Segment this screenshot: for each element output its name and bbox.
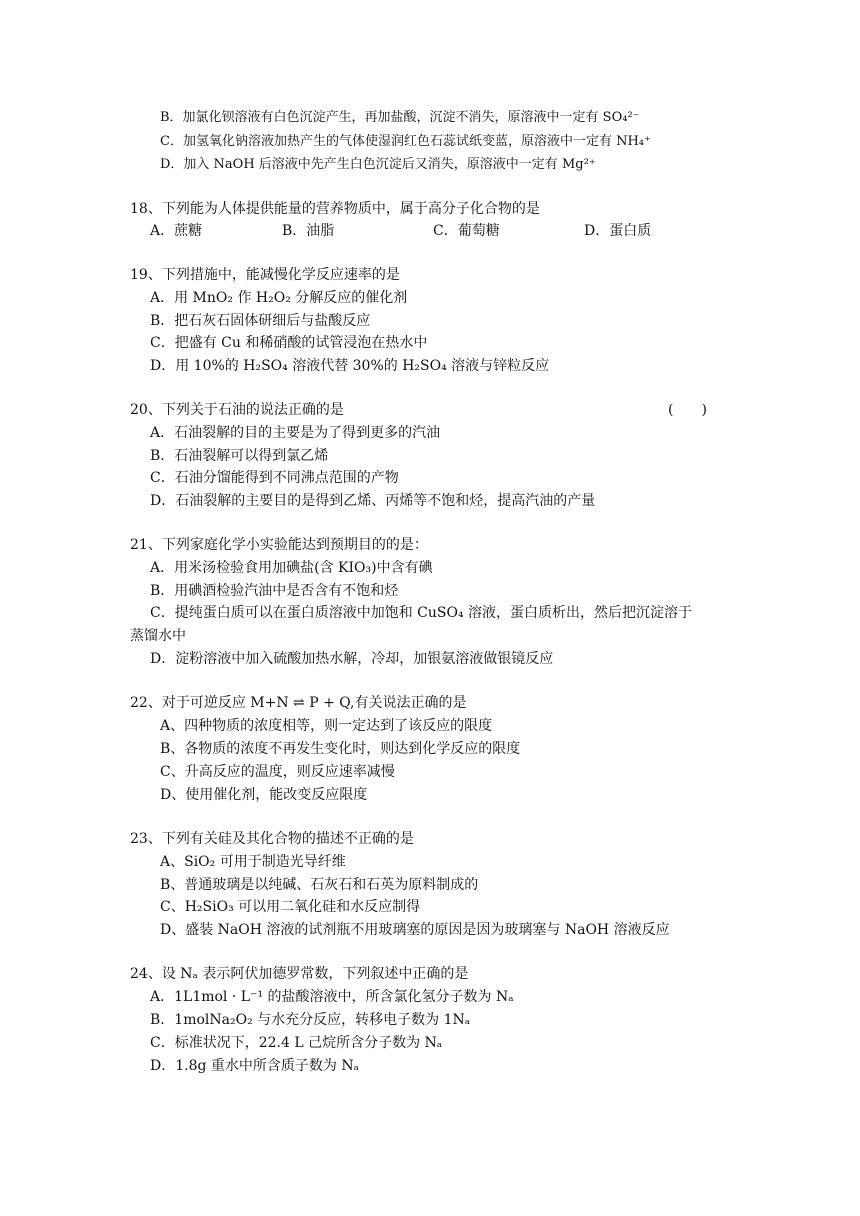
q18-stem: 18、下列能为人体提供能量的营养物质中，属于高分子化合物的是 <box>130 201 540 217</box>
q22-option-d: D、使用催化剂，能改变反应限度 <box>160 787 368 803</box>
q23-option-d: D、盛装 NaOH 溶液的试剂瓶不用玻璃塞的原因是因为玻璃塞与 NaOH 溶液反应 <box>160 922 670 938</box>
q21-option-a: A．用米汤检验食用加碘盐(含 KIO₃)中含有碘 <box>150 560 433 576</box>
q21-option-c-line2: 蒸馏水中 <box>130 628 186 644</box>
q24-stem: 24、设 Nₐ 表示阿伏加德罗常数，下列叙述中正确的是 <box>130 966 469 982</box>
q21-option-c-line1: C．提纯蛋白质可以在蛋白质溶液中加饱和 CuSO₄ 溶液，蛋白质析出，然后把沉淀溶于 <box>150 605 693 621</box>
q21-stem: 21、下列家庭化学小实验能达到预期目的的是： <box>130 537 428 553</box>
q18-option-c: C．葡萄糖 <box>433 223 500 239</box>
q21-option-b: B．用碘酒检验汽油中是否含有不饱和烃 <box>150 583 399 599</box>
q24-option-d: D．1.8g 重水中所含质子数为 Nₐ <box>150 1058 360 1074</box>
q17-option-b: B．加氯化钡溶液有白色沉淀产生，再加盐酸，沉淀不消失，原溶液中一定有 SO₄²⁻ <box>160 110 640 125</box>
q18-option-b: B．油脂 <box>282 223 335 239</box>
q23-option-b: B、普通玻璃是以纯碱、石灰石和石英为原料制成的 <box>160 877 479 893</box>
q19-option-d: D．用 10%的 H₂SO₄ 溶液代替 30%的 H₂SO₄ 溶液与锌粒反应 <box>150 358 550 374</box>
q24-option-c: C．标准状况下，22.4 L 己烷所含分子数为 Nₐ <box>150 1035 443 1051</box>
q20-option-d: D．石油裂解的主要目的是得到乙烯、丙烯等不饱和烃，提高汽油的产量 <box>150 493 596 509</box>
q24-option-b: B．1molNa₂O₂ 与水充分反应，转移电子数为 1Nₐ <box>150 1012 471 1028</box>
q23-stem: 23、下列有关硅及其化合物的描述不正确的是 <box>130 831 414 847</box>
q22-option-c: C、升高反应的温度，则反应速率减慢 <box>160 764 395 780</box>
q19-option-a: A．用 MnO₂ 作 H₂O₂ 分解反应的催化剂 <box>150 290 408 306</box>
q21-option-d: D．淀粉溶液中加入硫酸加热水解，冷却，加银氨溶液做银镜反应 <box>150 651 554 667</box>
q20-option-a: A．石油裂解的目的主要是为了得到更多的汽油 <box>150 425 441 441</box>
q20-stem: 20、下列关于石油的说法正确的是 <box>130 402 344 418</box>
q18-option-d: D．蛋白质 <box>584 223 652 239</box>
q19-option-b: B．把石灰石固体研细后与盐酸反应 <box>150 313 371 329</box>
q22-stem: 22、对于可逆反应 M+N ⇌ P + Q,有关说法正确的是 <box>130 695 467 711</box>
q23-option-a: A、SiO₂ 可用于制造光导纤维 <box>160 854 346 870</box>
q22-option-b: B、各物质的浓度不再发生变化时，则达到化学反应的限度 <box>160 741 521 757</box>
q17-option-d: D．加入 NaOH 后溶液中先产生白色沉淀后又消失，原溶液中一定有 Mg²⁺ <box>160 157 596 172</box>
answer-blank: ( ) <box>668 402 707 418</box>
q18-option-a: A．蔗糖 <box>150 223 203 239</box>
q19-stem: 19、下列措施中，能减慢化学反应速率的是 <box>130 267 400 283</box>
q23-option-c: C、H₂SiO₃ 可以用二氧化硅和水反应制得 <box>160 899 421 915</box>
q20-option-b: B．石油裂解可以得到氯乙烯 <box>150 448 329 464</box>
q17-option-c: C．加氢氧化钠溶液加热产生的气体使湿润红色石蕊试纸变蓝，原溶液中一定有 NH₄⁺ <box>160 134 651 149</box>
q19-option-c: C．把盛有 Cu 和稀硝酸的试管浸泡在热水中 <box>150 335 428 351</box>
q22-option-a: A、四种物质的浓度相等，则一定达到了该反应的限度 <box>160 718 493 734</box>
q24-option-a: A．1L1mol · L⁻¹ 的盐酸溶液中，所含氯化氢分子数为 Nₐ <box>150 989 514 1005</box>
q20-option-c: C．石油分馏能得到不同沸点范围的产物 <box>150 470 399 486</box>
